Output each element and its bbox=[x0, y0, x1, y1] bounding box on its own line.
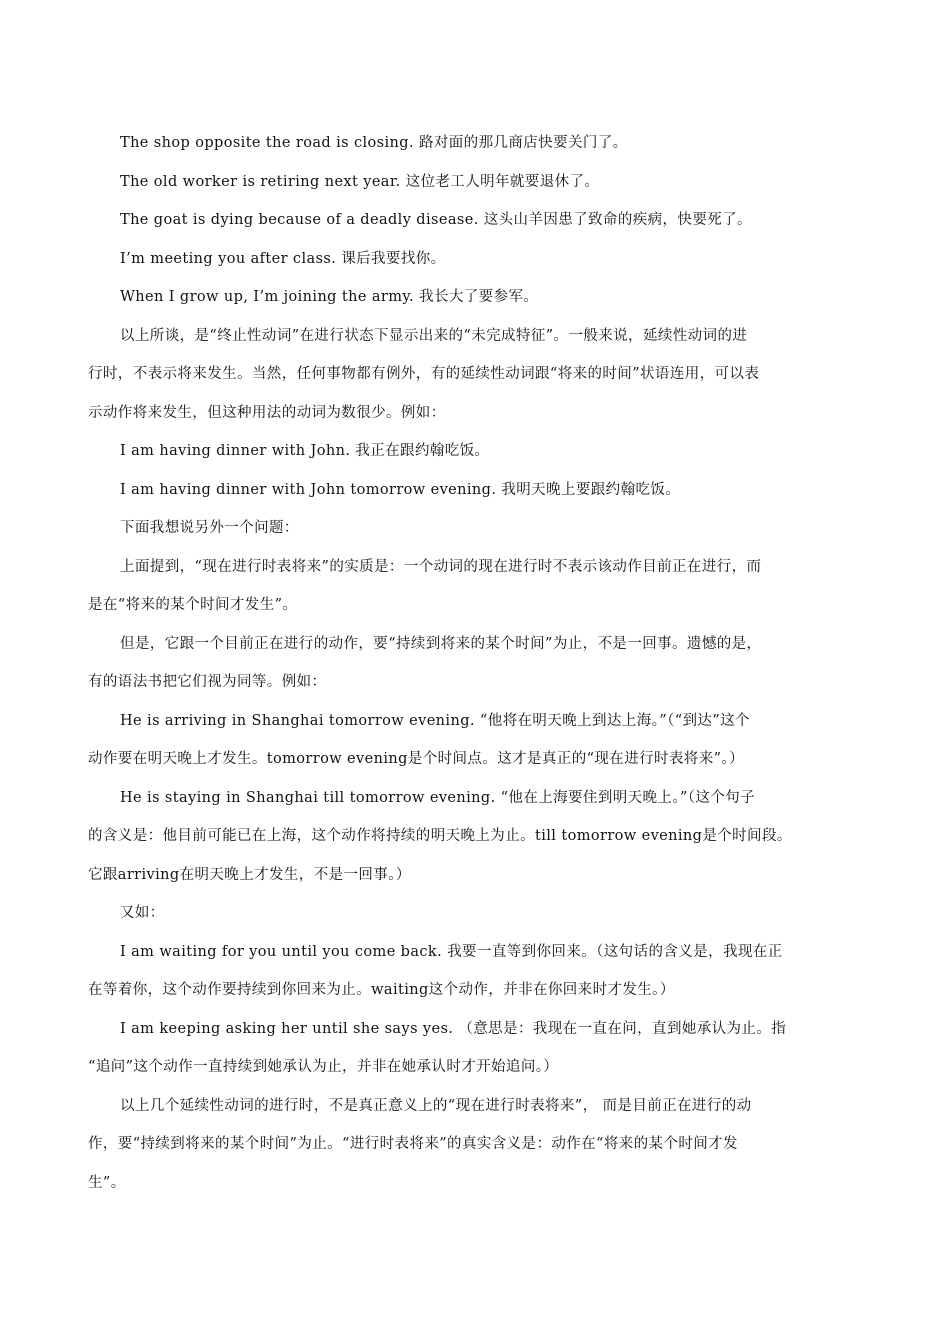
paragraph-example-staying bbox=[88, 779, 868, 895]
text-line: “追问”这个动作一直持续到她承认为止，并非在她承认时才开始追问。） bbox=[88, 1059, 559, 1075]
paragraph-example-waiting bbox=[88, 933, 868, 1010]
text-line: I am having dinner with John tomorrow evening. 我明天晚上要跟约翰吃饭。 bbox=[120, 481, 681, 498]
text-line: 有的语法书把它们视为同等。例如： bbox=[88, 674, 327, 690]
text-line: 的含义是：他目前可能已在上海，这个动作将持续的明天晚上为止。till tomorrow evening是个时间段。 bbox=[88, 828, 792, 844]
text-line: 上面提到，“现在进行时表将来”的实质是：一个动词的现在进行时不表示该动作目前正在进行，而 bbox=[120, 558, 762, 575]
paragraph-example-meeting bbox=[88, 240, 868, 279]
text-line: The old worker is retiring next year. 这位老工人明年就要退休了。 bbox=[120, 173, 600, 190]
paragraph-example-dinner-tomorrow bbox=[88, 471, 868, 510]
paragraph-difference bbox=[88, 625, 868, 702]
text-line: 以上几个延续性动词的进行时，不是真正意义上的“现在进行时表将来”， 而是目前正在进行的动 bbox=[120, 1097, 752, 1114]
paragraph-also bbox=[88, 894, 868, 933]
paragraph-conclusion bbox=[88, 1087, 868, 1203]
paragraph-example-shop bbox=[88, 124, 868, 163]
text-line: 是在“将来的某个时间才发生”。 bbox=[88, 597, 298, 613]
text-line: I am keeping asking her until she says yes. （意思是：我现在一直在问，直到她承认为止。指 bbox=[120, 1020, 787, 1037]
text-line: When I grow up, I’m joining the army. 我长大了要参军。 bbox=[120, 289, 539, 305]
text-line: I am waiting for you until you come back. 我要一直等到你回来。（这句话的含义是，我现在正 bbox=[120, 943, 783, 960]
paragraph-example-worker bbox=[88, 163, 868, 202]
text-line: I am having dinner with John. 我正在跟约翰吃饭。 bbox=[120, 443, 490, 459]
text-line: 下面我想说另外一个问题： bbox=[120, 520, 299, 536]
paragraph-transition bbox=[88, 509, 868, 548]
paragraph-example-army bbox=[88, 278, 868, 317]
text-line: 在等着你，这个动作要持续到你回来为止。waiting这个动作，并非在你回来时才发生。） bbox=[88, 982, 675, 998]
text-line: 以上所谈，是“终止性动词”在进行状态下显示出来的“未完成特征”。一般来说，延续性动词的进 bbox=[120, 327, 748, 344]
text-line: He is staying in Shanghai till tomorrow evening. “他在上海要住到明天晚上。”（这个句子 bbox=[120, 789, 756, 806]
document-body bbox=[88, 124, 868, 1202]
text-line: 示动作将来发生，但这种用法的动词为数很少。例如： bbox=[88, 404, 446, 421]
text-line: 但是，它跟一个目前正在进行的动作，要“持续到将来的某个时间”为止，不是一回事。遗憾的是， bbox=[120, 635, 762, 652]
text-line: 又如： bbox=[120, 905, 165, 921]
text-line: I’m meeting you after class. 课后我要找你。 bbox=[120, 250, 446, 267]
paragraph-essence bbox=[88, 548, 868, 625]
text-line: He is arriving in Shanghai tomorrow evening. “他将在明天晚上到达上海。”（“到达”这个 bbox=[120, 712, 750, 729]
text-line: 它跟arriving在明天晚上才发生，不是一回事。） bbox=[88, 866, 411, 883]
text-line: 作，要“持续到将来的某个时间”为止。“进行时表将来”的真实含义是：动作在“将来的某个时间才发 bbox=[88, 1136, 738, 1152]
paragraph-example-arriving bbox=[88, 702, 868, 779]
text-line: 动作要在明天晚上才发生。tomorrow evening是个时间点。这才是真正的“现在进行时表将来”。） bbox=[88, 751, 744, 767]
text-line: 行时，不表示将来发生。当然，任何事物都有例外，有的延续性动词跟“将来的时间”状语连用，可以表 bbox=[88, 366, 760, 382]
paragraph-example-keeping bbox=[88, 1010, 868, 1087]
text-line: The goat is dying because of a deadly disease. 这头山羊因患了致命的疾病，快要死了。 bbox=[120, 212, 752, 228]
text-line: The shop opposite the road is closing. 路对面的那几商店快要关门了。 bbox=[120, 135, 628, 151]
paragraph-example-dinner-now bbox=[88, 432, 868, 471]
text-line: 生”。 bbox=[88, 1174, 126, 1191]
paragraph-example-goat bbox=[88, 201, 868, 240]
paragraph-explanation-terminal-verbs bbox=[88, 317, 868, 433]
